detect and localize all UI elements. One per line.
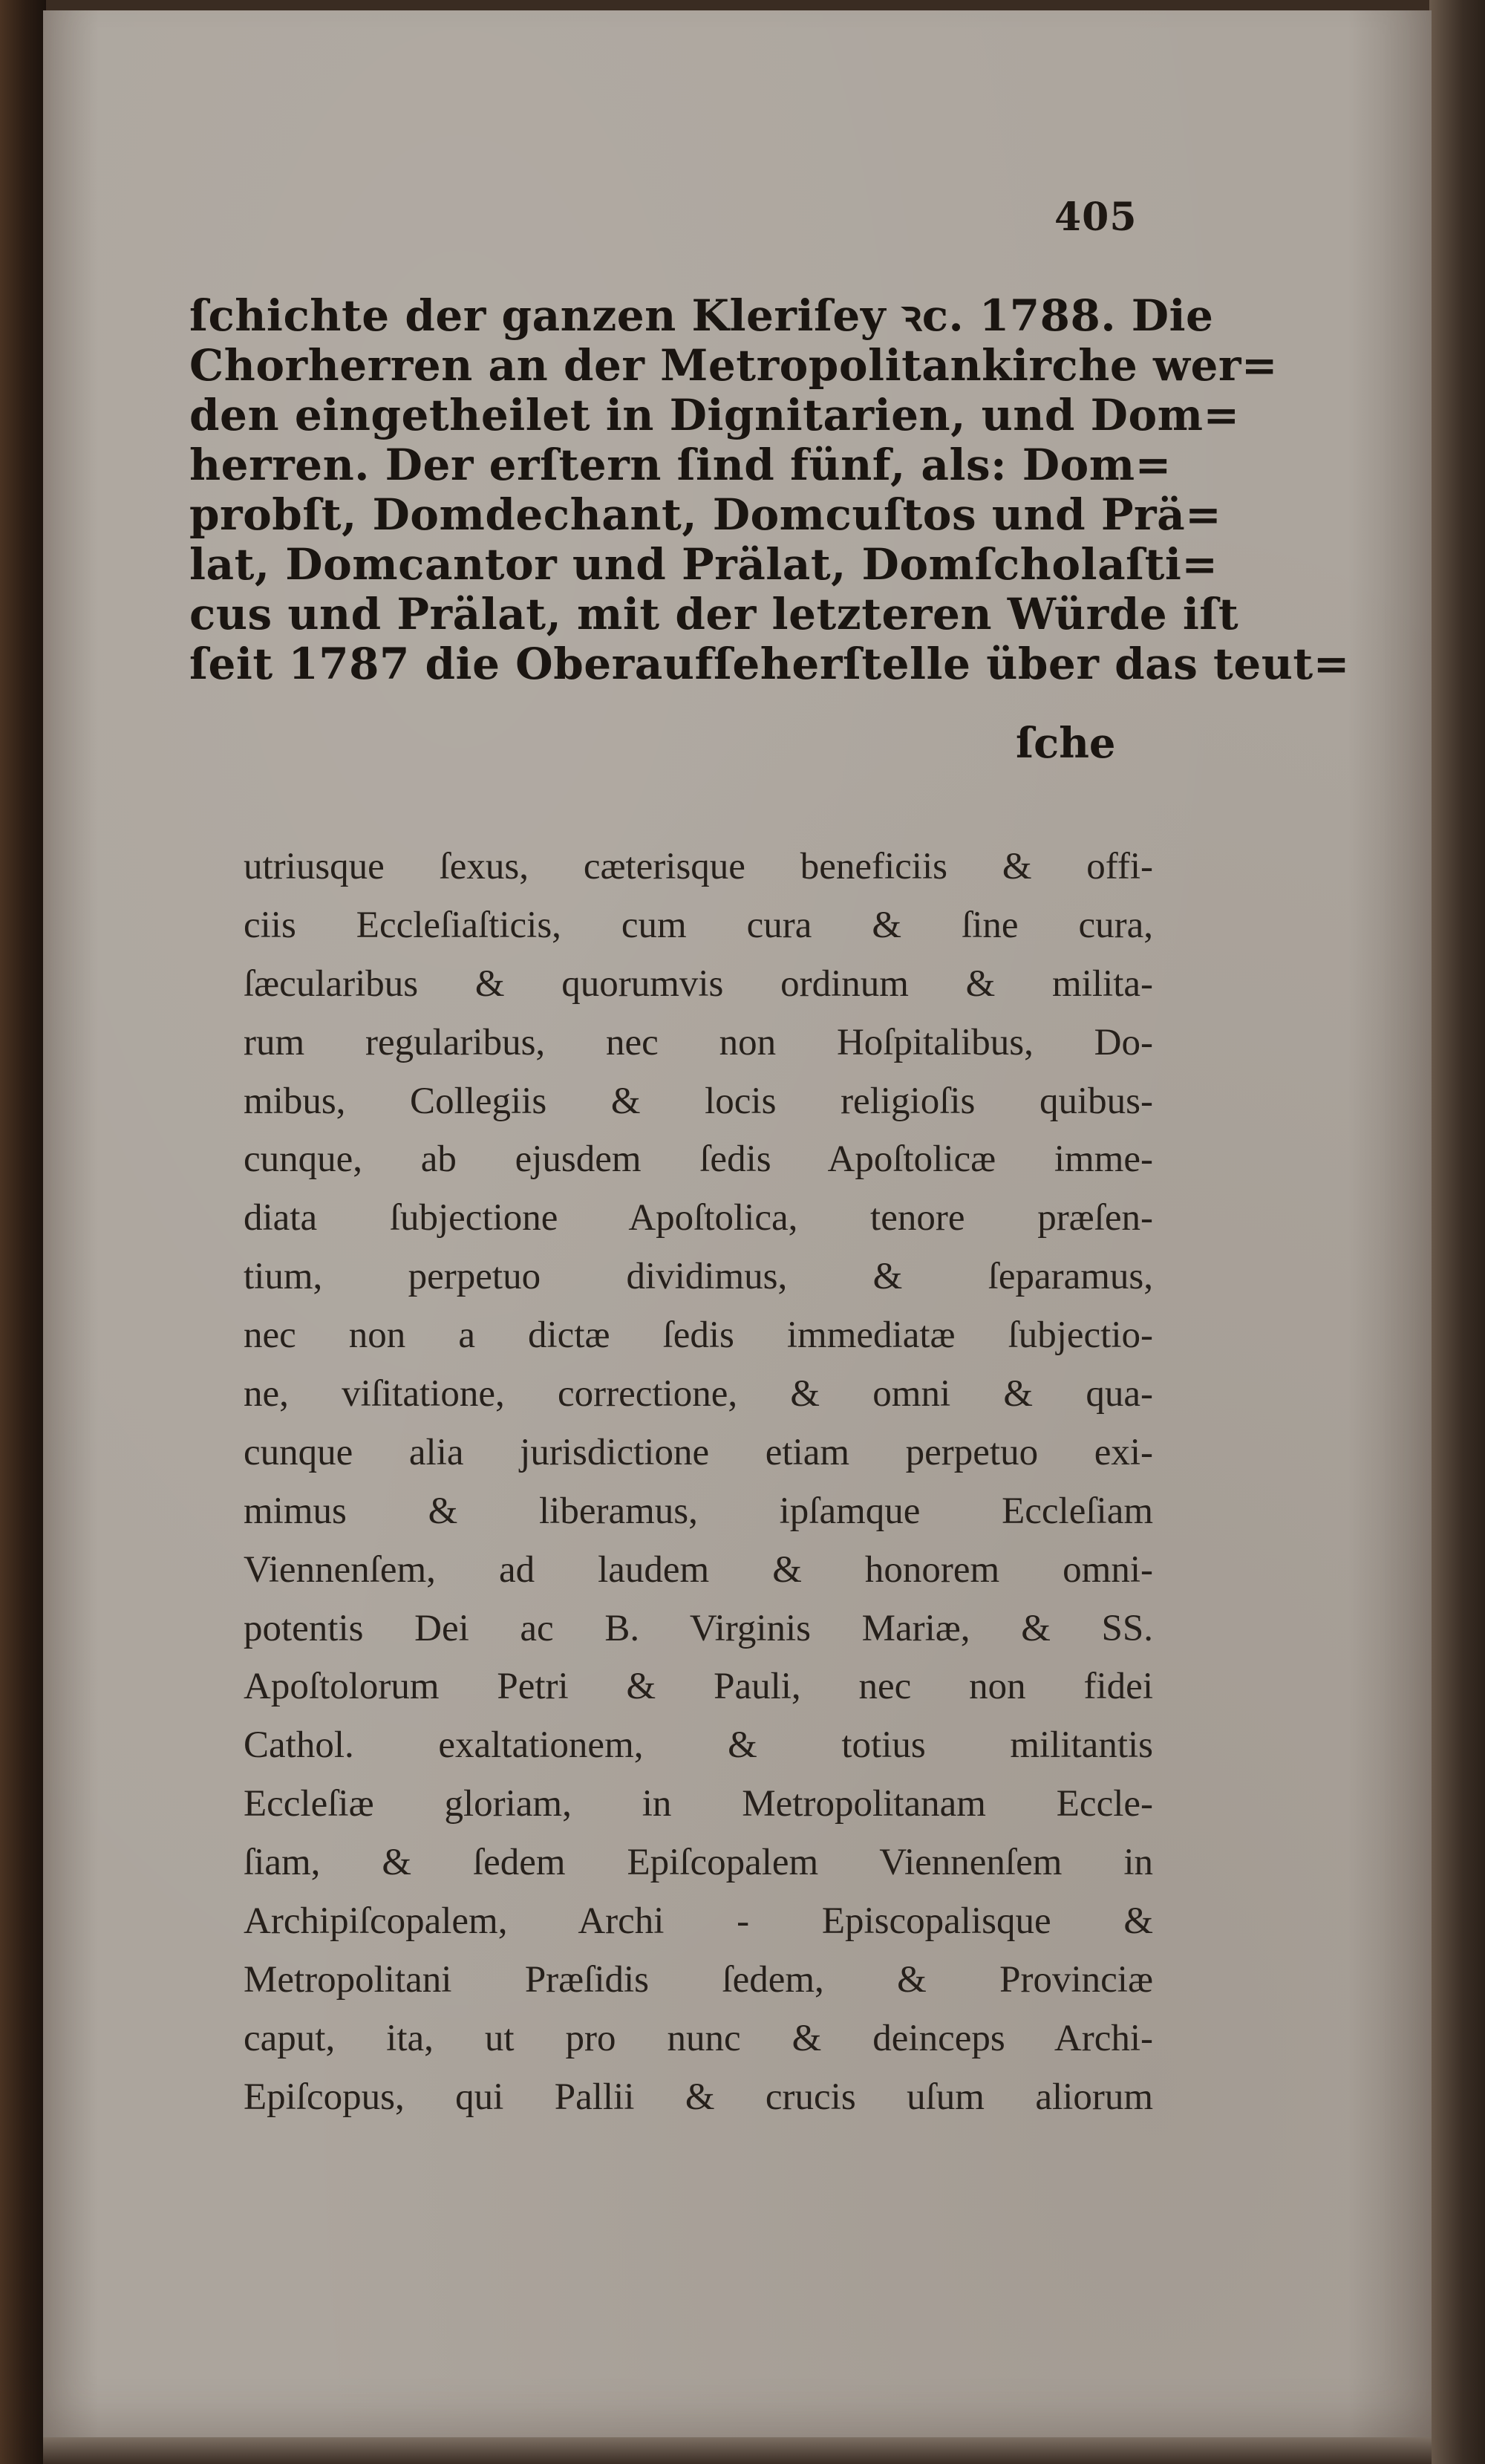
fraktur-paragraph xyxy=(189,290,1350,689)
latin-line: Epiſcopus, qui Pallii & crucis uſum aliorum xyxy=(244,2076,1153,2118)
latin-line: Cathol. exaltationem, & totius militantis xyxy=(244,1724,1153,1767)
latin-paragraph xyxy=(244,838,1153,2127)
latin-line: nec non a dictæ ſedis immediatæ ſubjectio- xyxy=(244,1314,1153,1357)
bottom-page-edge xyxy=(43,2437,1432,2464)
latin-line: ne, viſitatione, correctione, & omni & qua- xyxy=(244,1373,1153,1415)
latin-line: diata ſubjectione Apoſtolica, tenore præſen- xyxy=(244,1197,1153,1239)
latin-line: Apoſtolorum Petri & Pauli, nec non fidei xyxy=(244,1666,1153,1708)
latin-line: cunque alia jurisdictione etiam perpetuo exi- xyxy=(244,1431,1153,1473)
fraktur-line: ſchichte der ganzen Kleriſey ꝛc. 1788. Die xyxy=(189,290,1214,341)
latin-line: Eccleſiæ gloriam, in Metropolitanam Eccle- xyxy=(244,1783,1153,1825)
latin-line: mibus, Collegiis & locis religioſis quibus- xyxy=(244,1080,1153,1122)
fraktur-line: probſt, Domdechant, Domcuſtos und Prä= xyxy=(189,489,1222,540)
top-page-edge xyxy=(43,0,1432,10)
catchword: ſche xyxy=(1016,719,1116,768)
latin-line: caput, ita, ut pro nunc & deinceps Archi- xyxy=(244,2017,1153,2059)
fraktur-line: den eingetheilet in Dignitarien, und Dom= xyxy=(189,390,1240,440)
page-number: 405 xyxy=(1054,195,1138,240)
latin-line: ciis Eccleſiaſticis, cum cura & ſine cura, xyxy=(244,904,1153,946)
latin-line: Metropolitani Præſidis ſedem, & Provinciæ xyxy=(244,1958,1153,2001)
latin-line: potentis Dei ac B. Virginis Mariæ, & SS. xyxy=(244,1607,1153,1649)
fraktur-line: lat, Domcantor und Prälat, Domſcholaſti= xyxy=(189,539,1218,590)
fraktur-line: ſeit 1787 die Oberaufſeherſtelle über das teut= xyxy=(189,639,1350,689)
fraktur-line: Chorherren an der Metropolitankirche wer= xyxy=(189,340,1278,391)
latin-line: mimus & liberamus, ipſamque Eccleſiam xyxy=(244,1490,1153,1532)
latin-line: Archipiſcopalem, Archi - Episcopalisque & xyxy=(244,1900,1153,1943)
latin-line: ſiam, & ſedem Epiſcopalem Viennenſem in xyxy=(244,1842,1153,1884)
fraktur-line: cus und Prälat, mit der letzteren Würde iſt xyxy=(189,589,1239,639)
book-fore-edge xyxy=(1429,0,1485,2464)
latin-line: tium, perpetuo dividimus, & ſeparamus, xyxy=(244,1256,1153,1298)
latin-line: cunque, ab ejusdem ſedis Apoſtolicæ imme- xyxy=(244,1138,1153,1181)
latin-line: ſæcularibus & quorumvis ordinum & milita- xyxy=(244,962,1153,1005)
latin-line: Viennenſem, ad laudem & honorem omni- xyxy=(244,1548,1153,1591)
book-spine-edge xyxy=(0,0,46,2464)
latin-line: rum regularibus, nec non Hoſpitalibus, Do- xyxy=(244,1021,1153,1063)
fraktur-line: herren. Der erſtern ſind fünf, als: Dom= xyxy=(189,440,1172,490)
latin-line: utriusque ſexus, cæterisque beneficiis & offi- xyxy=(244,846,1153,887)
